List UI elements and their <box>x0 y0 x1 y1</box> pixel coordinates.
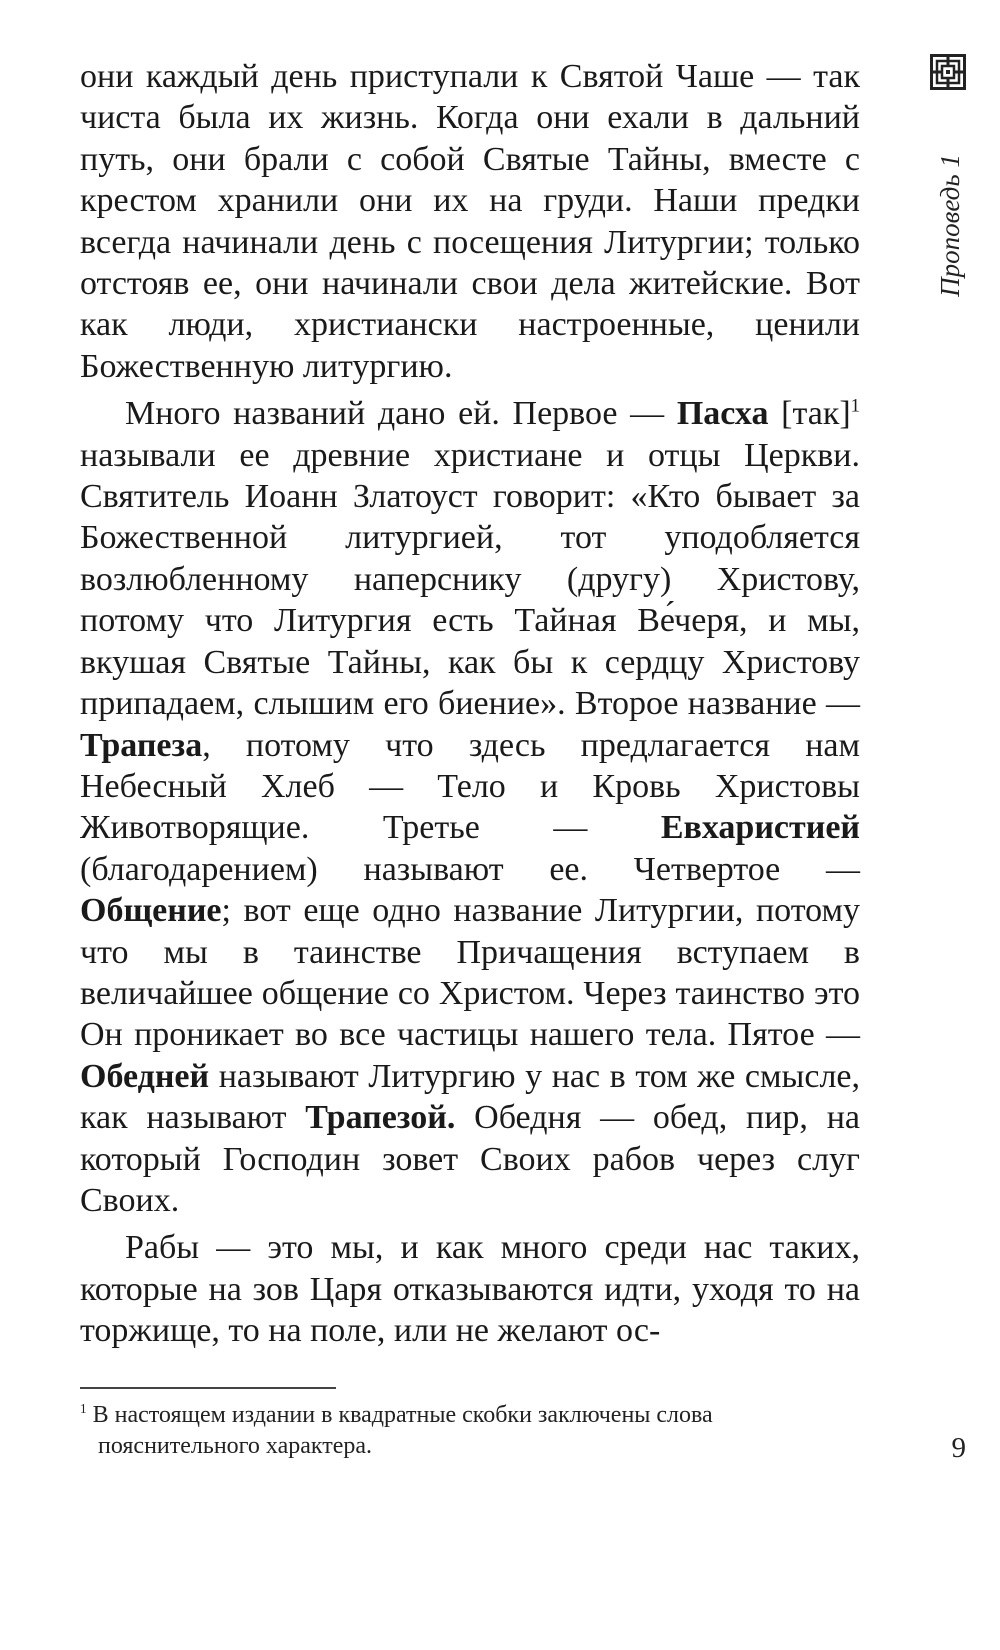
bold-term-obednya: Обедней <box>80 1057 210 1095</box>
paragraph-3: Рабы — это мы, и как много среди нас таких, которые на зов Царя отказываются идти, уходя то на торжище, то на поле, или не желают ос- <box>80 1229 860 1350</box>
bold-term-eucharist: Евхаристией <box>660 809 860 847</box>
text-run: ; вот еще одно название Литургии, потому что мы в таинстве Причащения вступаем в величайшее общение со Христом. Через таинство это Он проникает во все частицы нашего тела. Пятое — <box>80 892 860 1054</box>
text-run: называют Литургию у нас в том же смысле, как называют <box>80 1057 860 1137</box>
footnote <box>80 1400 860 1462</box>
footnote-marker: 1 <box>80 1401 87 1416</box>
running-head-text: Проповедь 1 <box>934 153 965 297</box>
main-text <box>80 56 860 1352</box>
bold-term-communion: Общение <box>80 892 222 930</box>
paragraph-2 <box>80 393 860 1221</box>
footnote-text-line-2: пояснительного характера. <box>98 1433 373 1459</box>
text-run: , потому что здесь предлагается нам Небесный Хлеб — Тело и Кровь Христовы Животворящие. Третье — <box>80 726 860 847</box>
bold-term-pascha: Пасха <box>676 395 769 433</box>
square-knot-ornament-icon <box>930 54 966 90</box>
bold-term-trapezoy: Трапезой. <box>305 1099 456 1137</box>
text-run: (благодарением) называют ее. Четвертое — <box>80 850 860 888</box>
text-run: Обедня — обед, пир, на который Господин зовет Своих рабов через слуг Своих. <box>80 1099 860 1219</box>
footnote-text-line-1: В настоящем издании в квадратные скобки заключены слова <box>86 1402 713 1428</box>
footnote-divider <box>80 1387 336 1389</box>
footnote-reference[interactable]: 1 <box>850 395 860 417</box>
text-run: Много названий дано ей. Первое — <box>125 395 677 433</box>
running-head <box>928 120 972 330</box>
page-number: 9 <box>951 1432 966 1464</box>
paragraph-1: они каждый день приступали к Святой Чаше — так чиста была их жизнь. Когда они ехали в дальний путь, они брали с собой Святые Тайны, вместе с крестом хранили они их на груди. Наши предки всегда начинали день с посещения Литургии; только отстояв ее, они начинали свои дела житейские. Вот как люди, христиански настроенные, ценили Божественную литургию. <box>80 58 860 385</box>
text-run: называли ее древние христиане и отцы Церкви. Святитель Иоанн Златоуст говорит: «Кто бывает за Божественной литургией, тот уподобляется возлюбленному наперснику (другу) Христову, потому что Литургия есть Тайная Ве́черя, и мы, вкушая Святые Тайны, как бы к сердцу Христову припадаем, слышим его биение». Второе название — <box>80 436 860 723</box>
text-run: [так] <box>768 395 851 433</box>
bold-term-trapeza: Трапеза <box>80 726 203 764</box>
